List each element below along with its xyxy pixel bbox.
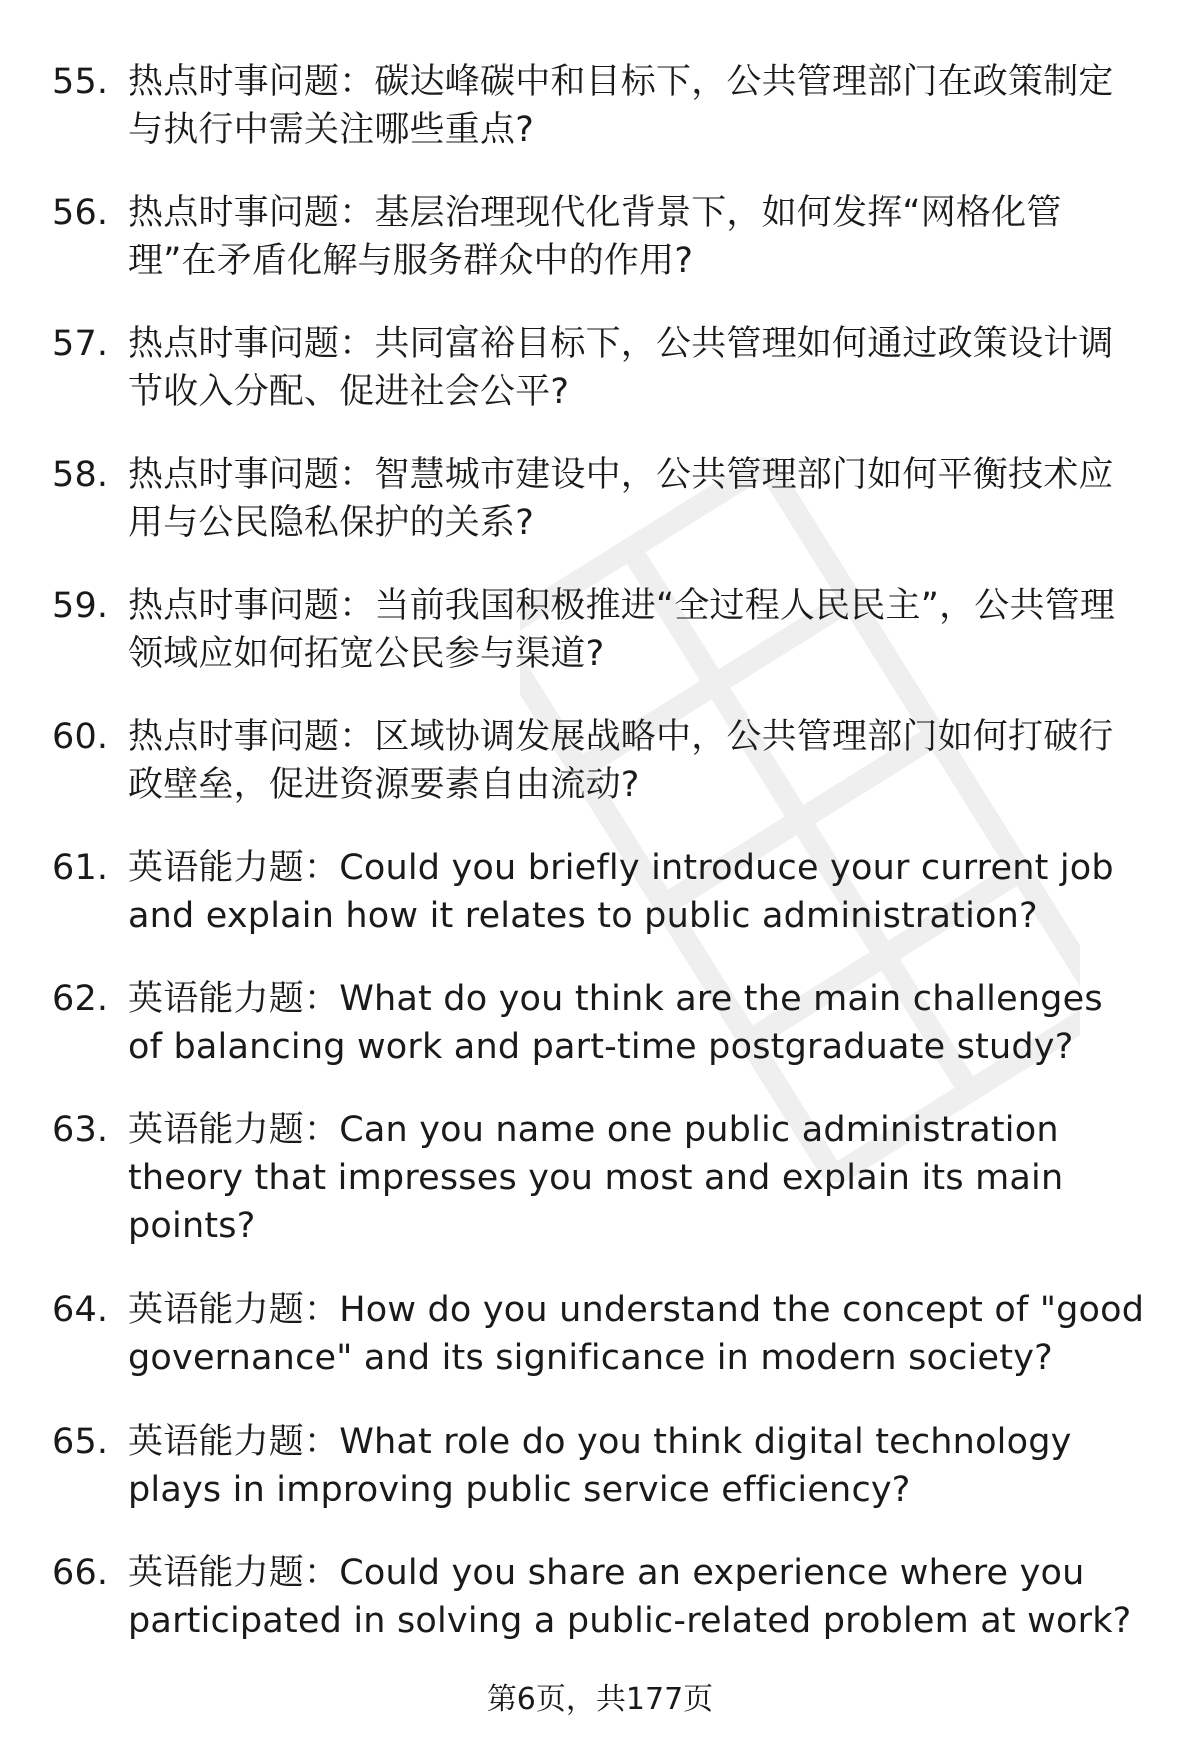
question-text: 热点时事问题：区域协调发展战略中，公共管理部门如何打破行政壁垒，促进资源要素自由流动? [128, 717, 1114, 805]
question-item [52, 1286, 1152, 1382]
question-item [52, 1106, 1152, 1250]
question-text: 英语能力题：Can you name one public administration theory that impresses you most and explain its main points? [128, 1110, 1064, 1246]
question-number: 61. [52, 848, 109, 888]
question-text: 热点时事问题：当前我国积极推进“全过程人民民主”，公共管理领域应如何拓宽公民参与渠道? [128, 586, 1116, 674]
question-number: 66. [52, 1553, 109, 1593]
question-item [52, 320, 1152, 416]
question-item [52, 1418, 1152, 1514]
question-item [52, 189, 1152, 285]
question-number: 58. [52, 455, 109, 495]
question-number: 57. [52, 324, 109, 364]
question-number: 56. [52, 193, 109, 233]
question-text: 英语能力题：What do you think are the main challenges of balancing work and part-time postgraduate study? [128, 979, 1103, 1067]
question-item [52, 58, 1152, 154]
question-text: 英语能力题：What role do you think digital technology plays in improving public service efficiency? [128, 1422, 1072, 1510]
question-text: 热点时事问题：碳达峰碳中和目标下，公共管理部门在政策制定与执行中需关注哪些重点? [128, 62, 1114, 150]
question-text: 英语能力题：How do you understand the concept of "good governance" and its significance in modern society? [128, 1290, 1145, 1378]
question-number: 64. [52, 1290, 109, 1330]
question-item [52, 713, 1152, 809]
question-text: 英语能力题：Could you share an experience where you participated in solving a public-related problem at work? [128, 1553, 1132, 1641]
question-item [52, 582, 1152, 678]
question-number: 59. [52, 586, 109, 626]
question-number: 65. [52, 1422, 109, 1462]
question-text: 热点时事问题：基层治理现代化背景下，如何发挥“网格化管理”在矛盾化解与服务群众中的作用? [128, 193, 1062, 281]
question-item [52, 844, 1152, 940]
question-number: 62. [52, 979, 109, 1019]
question-item [52, 975, 1152, 1071]
watermark-logo [520, 440, 1080, 1200]
question-item [52, 451, 1152, 547]
page-number: 第6页，共177页 [486, 1682, 714, 1717]
question-item [52, 1549, 1152, 1645]
question-text: 英语能力题：Could you briefly introduce your current job and explain how it relates to public administration? [128, 848, 1114, 936]
question-number: 63. [52, 1110, 109, 1150]
question-number: 60. [52, 717, 109, 757]
question-text: 热点时事问题：共同富裕目标下，公共管理如何通过政策设计调节收入分配、促进社会公平? [128, 324, 1114, 412]
question-number: 55. [52, 62, 109, 102]
question-text: 热点时事问题：智慧城市建设中，公共管理部门如何平衡技术应用与公民隐私保护的关系? [128, 455, 1114, 543]
